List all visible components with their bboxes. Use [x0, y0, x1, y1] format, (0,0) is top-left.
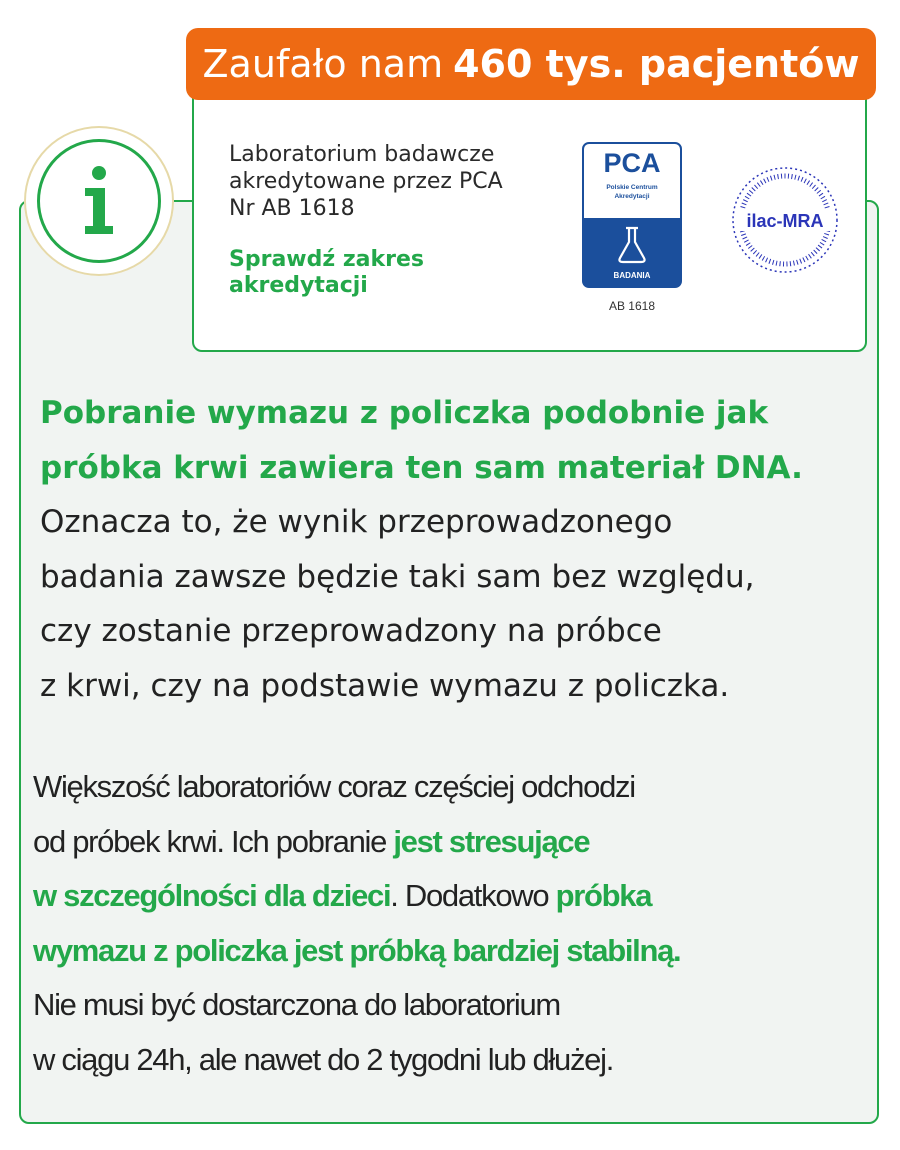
info-glyph: [79, 164, 119, 238]
accreditation-line: Laboratorium badawcze: [229, 142, 495, 167]
dna-text-line: czy zostanie przeprowadzony na próbce: [40, 613, 662, 649]
laboratories-paragraph: [33, 760, 873, 1087]
accreditation-link-line[interactable]: Sprawdź zakres: [229, 247, 424, 272]
labs-text-line: w ciągu 24h, ale nawet do 2 tygodni lub dłużej.: [33, 1041, 614, 1077]
labs-text-line: Większość laboratoriów coraz częściej odchodzi: [33, 769, 635, 804]
labs-highlight: jest stresujące: [393, 823, 590, 859]
accreditation-scope-link[interactable]: [229, 247, 499, 299]
labs-highlight-line: wymazu z policzka jest próbką bardziej stabilną.: [33, 932, 681, 968]
labs-highlight: próbka: [555, 878, 652, 913]
pca-logo: [582, 142, 682, 318]
labs-text-line: [33, 815, 873, 870]
dna-text-line: badania zawsze będzie taki sam bez względu,: [40, 558, 755, 595]
ilac-logo-text: ilac-MRA: [746, 211, 824, 231]
labs-text: . Dodatkowo: [390, 878, 556, 913]
info-icon: [37, 139, 161, 263]
pca-logo-subtitle: Polskie Centrum: [606, 184, 658, 191]
dna-text-line: z krwi, czy na podstawie wymazu z policzka.: [40, 667, 730, 704]
trust-badge: [186, 28, 876, 100]
accreditation-link-line[interactable]: akredytacji: [229, 273, 368, 298]
dna-highlight-line: próbka krwi zawiera ten sam materiał DNA.: [40, 449, 803, 486]
dna-highlight-line: Pobranie wymazu z policzka podobnie jak: [40, 395, 769, 431]
accreditation-text: [229, 141, 564, 222]
dna-text-line: Oznacza to, że wynik przeprowadzonego: [40, 504, 673, 540]
labs-text-line: Nie musi być dostarczona do laboratorium: [33, 987, 560, 1022]
labs-highlight: w szczególności dla dzieci: [33, 878, 391, 913]
pca-logo-badge-text: BADANIA: [613, 271, 651, 280]
trust-badge-prefix: Zaufało nam: [202, 42, 444, 86]
dna-sample-paragraph: [40, 386, 880, 713]
pca-logo-subtitle: Akredytacji: [614, 193, 650, 200]
pca-logo-number: AB 1618: [608, 299, 656, 313]
accreditation-line: Nr AB 1618: [229, 196, 355, 221]
accreditation-line: akredytowane przez PCA: [229, 169, 503, 194]
trust-badge-count: 460 tys. pacjentów: [453, 42, 860, 86]
labs-text-line: [33, 869, 873, 924]
pca-logo-title: PCA: [603, 148, 661, 178]
ilac-mra-logo: [730, 160, 840, 280]
labs-text: od próbek krwi. Ich pobranie: [33, 823, 394, 859]
